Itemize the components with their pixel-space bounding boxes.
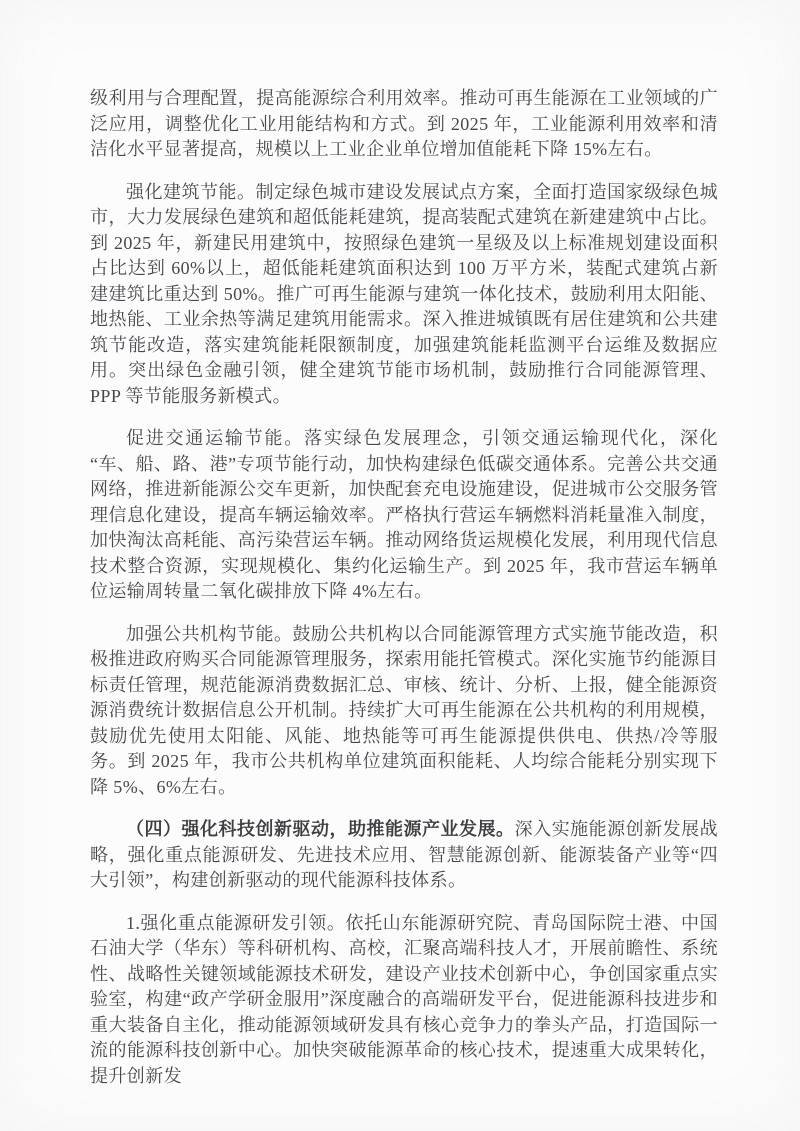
paragraph — [90, 817, 718, 894]
paragraph — [90, 911, 718, 1090]
text-run: 1.强化重点能源研发引领。依托山东能源研究院、青岛国际院士港、中国石油大学（华东）等科研机构、高校，汇聚高端科技人才，开展前瞻性、系统性、战略性关键领域能源技术研发，建设产业技术创新中心，争创国家重点实验室，构建“政产学研金服用”深度融合的高端研发平台，促进能源科技进步和重大装备自主化，推动能源领域研发具有核心竞争力的拳头产品，打造国际一流的能源科技创新中心。加快突破能源革命的核心技术，提速重大成果转化，提升创新发 — [90, 912, 718, 1086]
text-run: 级利用与合理配置，提高能源综合利用效率。推动可再生能源在工业领域的广泛应用，调整优化工业用能结构和方式。到 2025 年，工业能源利用效率和清洁化水平显著提高，规模以上工业企业单位增加值能耗下降 15%左右。 — [90, 88, 718, 159]
text-run: 深入实施能源创新发展战略，强化重点能源研发、先进技术应用、智慧能源创新、能源装备产业等“四大引领”，构建创新驱动的现代能源科技体系。 — [90, 819, 718, 890]
text-run: 促进交通运输节能。落实绿色发展理念，引领交通运输现代化，深化“车、船、路、港”专项节能行动，加快构建绿色低碳交通体系。完善公共交通网络，推进新能源公交车更新，加快配套充电设施建设，促进城市公交服务管理信息化建设，提高车辆运输效率。严格执行营运车辆燃料消耗量准入制度，加快淘汰高耗能、高污染营运车辆。推动网络货运规模化发展，利用现代信息技术整合资源，实现规模化、集约化运输生产。到 2025 年，我市营运车辆单位运输周转量二氧化碳排放下降 4%左右。 — [90, 428, 718, 601]
document-body — [90, 86, 718, 1106]
paragraph — [90, 622, 718, 801]
bold-heading-run: （四）强化科技创新驱动，助推能源产业发展。 — [126, 819, 515, 839]
paragraph — [90, 180, 718, 410]
paragraph — [90, 426, 718, 605]
text-run: 加强公共机构节能。鼓励公共机构以合同能源管理方式实施节能改造，积极推进政府购买合同能源管理服务，探索用能托管模式。深化实施节约能源目标责任管理，规范能源消费数据汇总、审核、统计、分析、上报，健全能源资源消费统计数据信息公开机制。持续扩大可再生能源在公共机构的利用规模，鼓励优先使用太阳能、风能、地热能等可再生能源提供供电、供热/冷等服务。到 2025 年，我市公共机构单位建筑面积能耗、人均综合能耗分别实现下降 5%、6%左右。 — [90, 623, 718, 797]
text-run: 强化建筑节能。制定绿色城市建设发展试点方案，全面打造国家级绿色城市，大力发展绿色建筑和超低能耗建筑，提高装配式建筑在新建建筑中占比。到 2025 年，新建民用建筑中，按照绿色建筑一星级及以上标准规划建设面积占比达到 60%以上，超低能耗建筑面积达到 100 万平方米，装配式建筑占新建建筑比重达到 50%。推广可再生能源与建筑一体化技术，鼓励利用太阳能、地热能、工业余热等满足建筑用能需求。深入推进城镇既有居住建筑和公共建筑节能改造，落实建筑能耗限额制度，加强建筑能耗监测平台运维及数据应用。突出绿色金融引领，健全建筑节能市场机制，鼓励推行合同能源管理、PPP 等节能服务新模式。 — [90, 181, 718, 406]
paragraph — [90, 86, 718, 163]
